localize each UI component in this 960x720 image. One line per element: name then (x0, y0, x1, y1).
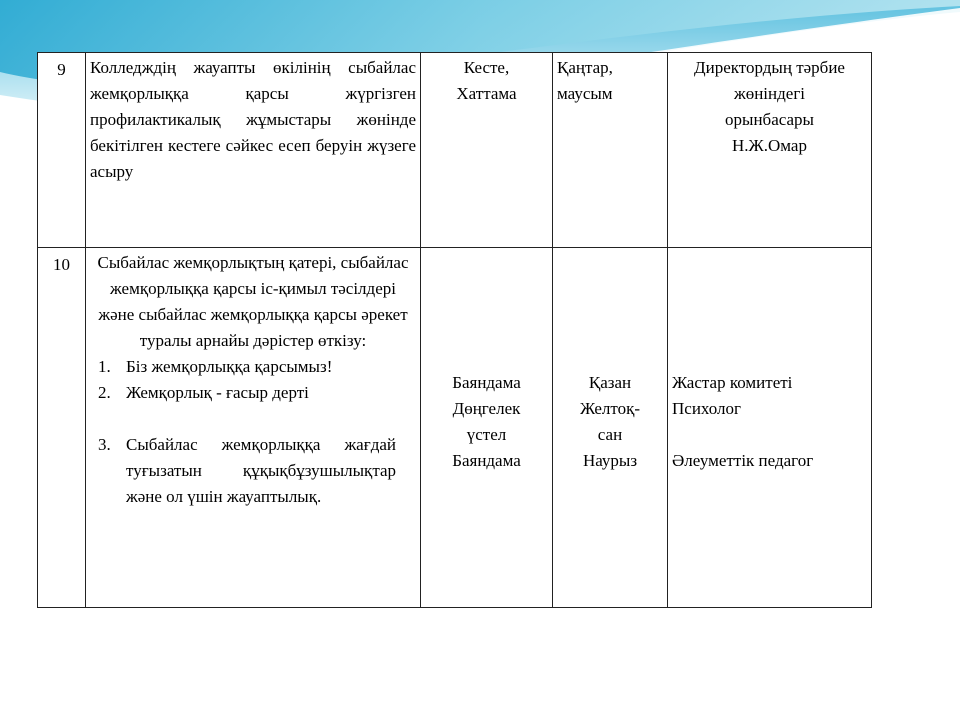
deadline-line: маусым (557, 84, 613, 103)
table-row (38, 53, 872, 248)
form-line: Кесте, (463, 58, 510, 77)
responsible-line: Директордың тәрбие (694, 58, 845, 77)
row-number: 10 (38, 248, 86, 608)
form-line: үстел (466, 425, 507, 444)
deadline-cell (553, 248, 668, 608)
responsible-line: Психолог (672, 399, 742, 418)
responsible-cell (668, 248, 872, 608)
activity-cell: Колледждің жауапты өкілінің сыбайлас жемқорлыққа қарсы жүргізген профилактикалық жұмыстары жөнінде бекітілген кестеге сәйкес есеп беруін жүзеге асыру (86, 53, 421, 248)
list-spacer (90, 406, 416, 432)
form-line: Баяндама (452, 451, 521, 470)
responsible-line: орынбасары (725, 110, 814, 129)
activity-cell (86, 248, 421, 608)
form-line: Баяндама (452, 373, 521, 392)
list-item (90, 432, 416, 510)
deadline-line: сан (597, 425, 623, 444)
form-cell (421, 53, 553, 248)
lecture-list (90, 354, 416, 510)
list-item-text: Сыбайлас жемқорлыққа жағдай туғызатын құқықбұзушылықтар және ол үшін жауаптылық. (126, 435, 396, 506)
form-cell (421, 248, 553, 608)
plan-table (37, 52, 872, 608)
responsible-line: Н.Ж.Омар (732, 136, 807, 155)
list-item-number: 2. (98, 383, 111, 402)
form-line: Хаттама (456, 84, 517, 103)
list-item-number: 1. (98, 357, 111, 376)
list-item-text: Жемқорлық - ғасыр дерті (126, 383, 309, 402)
responsible-line: Жастар комитеті (672, 373, 793, 392)
list-item (90, 354, 416, 380)
deadline-line: Желтоқ- (579, 399, 641, 418)
responsible-line: жөніндегі (733, 84, 806, 103)
list-item-number: 3. (98, 435, 111, 454)
deadline-line: Қаңтар, (557, 58, 613, 77)
list-item-text: Біз жемқорлыққа қарсымыз! (126, 357, 333, 376)
list-item (90, 380, 416, 406)
responsible-line: Әлеуметтік педагог (672, 451, 814, 470)
plan-table-container (37, 52, 872, 608)
form-line: Дөңгелек (452, 399, 521, 418)
deadline-cell (553, 53, 668, 248)
activity-intro: Сыбайлас жемқорлықтың қатері, сыбайлас жемқорлыққа қарсы іс-қимыл тәсілдері және сыбайлас жемқорлыққа қарсы әрекет туралы арнайы дәрістер өткізу: (97, 253, 409, 350)
table-row (38, 248, 872, 608)
deadline-line: Наурыз (582, 451, 638, 470)
row-number: 9 (38, 53, 86, 248)
deadline-line: Қазан (588, 373, 632, 392)
responsible-cell (668, 53, 872, 248)
